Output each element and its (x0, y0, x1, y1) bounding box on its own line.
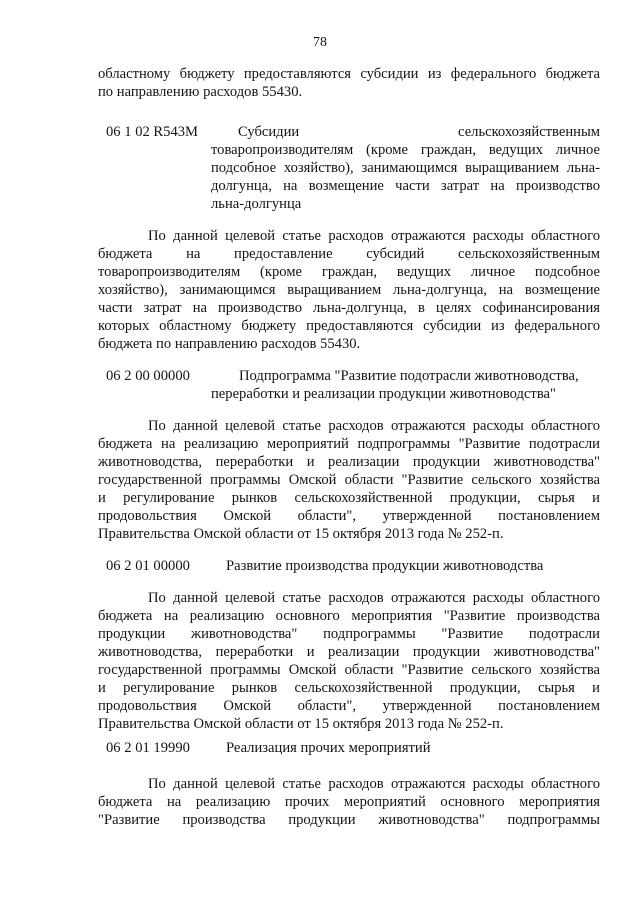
entry-title-line: долгунца, на возмещение части затрат на производство (211, 178, 600, 194)
entry-title-line: товаропроизводителям (кроме граждан, ведущих личное (211, 142, 600, 158)
entry-title-line: Реализация прочих мероприятий (226, 740, 431, 756)
paragraph-line: продовольствия Омской области", утвержденной постановлением (98, 698, 600, 714)
paragraph-line: По данной целевой статье расходов отражаются расходы областного (148, 776, 600, 792)
entry-title-line: Субсидии сельскохозяйственным (238, 124, 600, 140)
paragraph-line: бюджета на предоставление субсидий сельскохозяйственным (98, 246, 600, 262)
paragraph-line: бюджета по направлению расходов 55430. (98, 336, 361, 352)
entry-title-line: льна-долгунца (211, 196, 302, 212)
budget-code: 06 1 02 R543M (106, 124, 199, 140)
paragraph-line: бюджета на реализацию прочих мероприятий основного мероприятия (98, 794, 600, 810)
paragraph-line: Правительства Омской области от 15 октября 2013 года № 252-п. (98, 716, 504, 732)
entry-title-line: Подпрограмма "Развитие подотрасли животноводства, (239, 368, 579, 384)
paragraph-line: продовольствия Омской области", утвержденной постановлением (98, 508, 600, 524)
paragraph-line: государственной программы Омской области "Развитие сельского хозяйства (98, 662, 600, 678)
budget-code: 06 2 00 00000 (106, 368, 190, 384)
paragraph-line: продукции животноводства" подпрограммы "Развитие подотрасли (98, 626, 600, 642)
paragraph-line: товаропроизводителям (кроме граждан, ведущих личное подсобное (98, 264, 600, 280)
paragraph-line: бюджета на реализацию мероприятий подпрограммы "Развитие подотрасли (98, 436, 600, 452)
paragraph-line: и регулирование рынков сельскохозяйственной продукции, сырья и (98, 680, 600, 696)
budget-code: 06 2 01 19990 (106, 740, 190, 756)
entry-title-line: переработки и реализации продукции животноводства" (211, 386, 556, 402)
budget-code: 06 2 01 00000 (106, 558, 190, 574)
paragraph-line: и регулирование рынков сельскохозяйственной продукции, сырья и (98, 490, 600, 506)
paragraph-line: По данной целевой статье расходов отражаются расходы областного (148, 418, 600, 434)
paragraph-line: хозяйство), занимающимся выращиванием льна-долгунца, на возмещение (98, 282, 600, 298)
paragraph-line: Правительства Омской области от 15 октября 2013 года № 252-п. (98, 526, 504, 542)
page-number: 78 (313, 35, 327, 50)
paragraph-line: бюджета на реализацию основного мероприятия "Развитие производства (98, 608, 600, 624)
paragraph-line: части затрат на производство льна-долгунца, в целях софинансирования (98, 300, 600, 316)
paragraph-line: По данной целевой статье расходов отражаются расходы областного (148, 228, 600, 244)
paragraph-line: "Развитие производства продукции животноводства" подпрограммы (98, 812, 600, 828)
intro-line: областному бюджету предоставляются субсидии из федерального бюджета (98, 66, 600, 82)
paragraph-line: государственной программы Омской области "Развитие сельского хозяйства (98, 472, 600, 488)
paragraph-line: которых областному бюджету предоставляются субсидии из федерального (98, 318, 600, 334)
paragraph-line: По данной целевой статье расходов отражаются расходы областного (148, 590, 600, 606)
intro-line: по направлению расходов 55430. (98, 84, 303, 100)
entry-title-line: подсобное хозяйство), занимающимся выращиванием льна- (211, 160, 600, 176)
paragraph-line: животноводства, переработки и реализации продукции животноводства" (98, 644, 600, 660)
entry-title-line: Развитие производства продукции животноводства (226, 558, 544, 574)
paragraph-line: животноводства, переработки и реализации продукции животноводства" (98, 454, 600, 470)
